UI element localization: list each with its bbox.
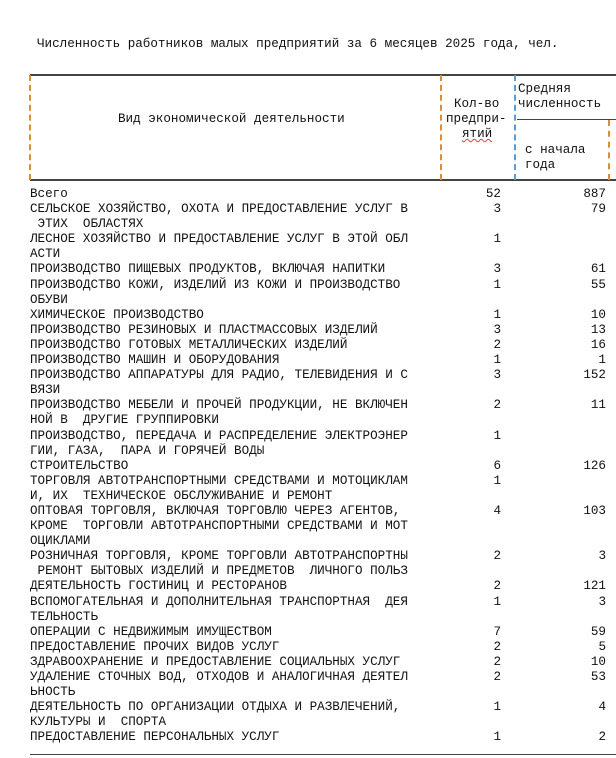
average-headcount: 4 xyxy=(598,700,606,715)
activity-name-line: ЛЕСНОЕ ХОЗЯЙСТВО И ПРЕДОСТАВЛЕНИЕ УСЛУГ В ЭТОЙ ОБЛ xyxy=(30,232,408,247)
enterprise-count: 1 xyxy=(493,307,501,322)
activity-name xyxy=(30,187,440,202)
enterprise-count: 2 xyxy=(493,398,501,413)
average-headcount: 121 xyxy=(583,579,606,594)
table-row xyxy=(30,202,616,232)
activity-name-line: ОПЕРАЦИИ С НЕДВИЖИМЫМ ИМУЩЕСТВОМ xyxy=(30,624,272,639)
activity-name xyxy=(30,625,440,640)
activity-name-line: НОЙ В ДРУГИЕ ГРУППИРОВКИ xyxy=(30,413,219,428)
table-row xyxy=(30,262,616,277)
table-row xyxy=(30,655,616,670)
header-top-border xyxy=(30,74,616,76)
table-row xyxy=(30,308,616,323)
activity-name xyxy=(30,308,440,323)
activity-name-line: ЗДРАВООХРАНЕНИЕ И ПРЕДОСТАВЛЕНИЕ СОЦИАЛЬНЫХ УСЛУГ xyxy=(30,654,401,669)
enterprise-count: 2 xyxy=(493,549,501,564)
average-headcount: 2 xyxy=(598,730,606,745)
table-row xyxy=(30,398,616,428)
activity-name-line: ОБУВИ xyxy=(30,292,68,307)
enterprise-count: 2 xyxy=(493,670,501,684)
activity-name-line: ВЯЗИ xyxy=(30,383,61,398)
enterprise-count: 1 xyxy=(493,353,501,368)
header-avg-line2: численность xyxy=(518,97,602,111)
enterprise-count: 7 xyxy=(493,624,501,639)
activity-name-line: ДЕЯТЕЛЬНОСТЬ ГОСТИНИЦ И РЕСТОРАНОВ xyxy=(30,579,287,594)
activity-name xyxy=(30,579,440,594)
activity-name xyxy=(30,730,440,745)
header-count-line1: Кол-во xyxy=(454,97,500,111)
average-headcount: 103 xyxy=(583,503,606,518)
table-row xyxy=(30,187,616,202)
header-divider-2 xyxy=(514,75,516,180)
activity-name xyxy=(30,278,440,308)
average-headcount: 3 xyxy=(598,549,606,564)
average-headcount: 53 xyxy=(590,670,606,684)
activity-name-line: СТРОИТЕЛЬСТВО xyxy=(30,458,129,473)
table-row xyxy=(30,549,616,579)
table-body xyxy=(30,187,616,745)
activity-name-line: ОЦИКЛАМИ xyxy=(30,534,91,549)
activity-name xyxy=(30,368,440,398)
enterprise-count: 1 xyxy=(493,594,501,609)
average-headcount: 887 xyxy=(583,187,606,201)
average-headcount: 152 xyxy=(583,368,606,383)
enterprise-count: 3 xyxy=(493,322,501,337)
activity-name-line: ПРОИЗВОДСТВО МАШИН И ОБОРУДОВАНИЯ xyxy=(30,353,280,368)
activity-name-line: ПРОИЗВОДСТВО ПИЩЕВЫХ ПРОДУКТОВ, ВКЛЮЧАЯ НАПИТКИ xyxy=(30,262,386,277)
table-row xyxy=(30,700,616,730)
activity-name xyxy=(30,262,440,277)
table-row xyxy=(30,670,616,700)
header-bottom-border xyxy=(30,179,616,181)
table-row xyxy=(30,640,616,655)
header-sub-divider xyxy=(517,119,616,120)
activity-name xyxy=(30,474,440,504)
activity-name-line: ПРОИЗВОДСТВО МЕБЕЛИ И ПРОЧЕЙ ПРОДУКЦИИ, НЕ ВКЛЮЧЕН xyxy=(30,398,408,413)
activity-name-line: РЕМОНТ БЫТОВЫХ ИЗДЕЛИЙ И ПРЕДМЕТОВ ЛИЧНОГО ПОЛЬЗ xyxy=(30,564,408,579)
header-avg-line1: Средняя xyxy=(518,82,571,96)
table-row xyxy=(30,429,616,459)
enterprise-count: 2 xyxy=(493,579,501,594)
activity-name-line: ЬНОСТЬ xyxy=(30,685,76,700)
enterprise-count: 1 xyxy=(493,277,501,292)
header-count-line3: ятий xyxy=(462,127,493,141)
average-headcount: 55 xyxy=(590,277,606,292)
activity-name xyxy=(30,338,440,353)
activity-name xyxy=(30,670,440,700)
activity-name xyxy=(30,323,440,338)
table-row xyxy=(30,474,616,504)
activity-name-line: ПРОИЗВОДСТВО ГОТОВЫХ МЕТАЛЛИЧЕСКИХ ИЗДЕЛИЙ xyxy=(30,337,348,352)
document-title: Численность работников малых предприятий за 6 месяцев 2025 года, чел. xyxy=(37,37,559,51)
activity-name xyxy=(30,353,440,368)
enterprise-count: 1 xyxy=(493,232,501,247)
header-activity: Вид экономической деятельности xyxy=(118,112,345,126)
activity-name-line: ПРЕДОСТАВЛЕНИЕ ПРОЧИХ ВИДОВ УСЛУГ xyxy=(30,639,280,654)
average-headcount: 10 xyxy=(590,307,606,322)
activity-name-line: АСТИ xyxy=(30,247,61,262)
header-since-line1: с начала xyxy=(525,143,586,157)
activity-name-line: РОЗНИЧНАЯ ТОРГОВЛЯ, КРОМЕ ТОРГОВЛИ АВТОТРАНСПОРТНЫ xyxy=(30,549,408,564)
enterprise-count: 52 xyxy=(485,187,501,201)
table-row xyxy=(30,368,616,398)
enterprise-count: 3 xyxy=(493,368,501,383)
table-bottom-border xyxy=(30,754,616,755)
table-row xyxy=(30,278,616,308)
activity-name xyxy=(30,700,440,730)
activity-name-line: ТОРГОВЛЯ АВТОТРАНСПОРТНЫМИ СРЕДСТВАМИ И МОТОЦИКЛАМ xyxy=(30,473,408,488)
activity-name-line: И, ИХ ТЕХНИЧЕСКОЕ ОБСЛУЖИВАНИЕ И РЕМОНТ xyxy=(30,488,333,503)
activity-name-line: ПРОИЗВОДСТВО АППАРАТУРЫ ДЛЯ РАДИО, ТЕЛЕВИДЕНИЯ И С xyxy=(30,368,408,383)
activity-name-line: ГИИ, ГАЗА, ПАРА И ГОРЯЧЕЙ ВОДЫ xyxy=(30,443,265,458)
table-row xyxy=(30,323,616,338)
activity-name-line: ПРОИЗВОДСТВО КОЖИ, ИЗДЕЛИЙ ИЗ КОЖИ И ПРОИЗВОДСТВО xyxy=(30,277,401,292)
average-headcount: 59 xyxy=(590,624,606,639)
table-row xyxy=(30,625,616,640)
enterprise-count: 1 xyxy=(493,700,501,715)
activity-name xyxy=(30,202,440,232)
activity-name-line: ТЕЛЬНОСТЬ xyxy=(30,609,99,624)
activity-name-line: ЭТИХ ОБЛАСТЯХ xyxy=(30,217,144,232)
activity-name xyxy=(30,232,440,262)
activity-name xyxy=(30,595,440,625)
header-left-border xyxy=(29,75,31,180)
activity-name-line: УДАЛЕНИЕ СТОЧНЫХ ВОД, ОТХОДОВ И АНАЛОГИЧНАЯ ДЕЯТЕЛ xyxy=(30,670,408,684)
average-headcount: 13 xyxy=(590,322,606,337)
average-headcount: 11 xyxy=(590,398,606,413)
header-divider-1 xyxy=(440,75,442,180)
activity-name-line: СЕЛЬСКОЕ ХОЗЯЙСТВО, ОХОТА И ПРЕДОСТАВЛЕНИЕ УСЛУГ В xyxy=(30,202,408,217)
enterprise-count: 3 xyxy=(493,262,501,277)
activity-name-line: Всего xyxy=(30,187,68,201)
enterprise-count: 4 xyxy=(493,503,501,518)
enterprise-count: 1 xyxy=(493,473,501,488)
activity-name-line: ПРЕДОСТАВЛЕНИЕ ПЕРСОНАЛЬНЫХ УСЛУГ xyxy=(30,730,280,745)
average-headcount: 79 xyxy=(590,202,606,217)
activity-name xyxy=(30,459,440,474)
activity-name-line: ВСПОМОГАТЕЛЬНАЯ И ДОПОЛНИТЕЛЬНАЯ ТРАНСПОРТНАЯ ДЕЯ xyxy=(30,594,408,609)
activity-name xyxy=(30,429,440,459)
activity-name-line: ХИМИЧЕСКОЕ ПРОИЗВОДСТВО xyxy=(30,307,204,322)
enterprise-count: 3 xyxy=(493,202,501,217)
average-headcount: 10 xyxy=(590,654,606,669)
activity-name-line: ПРОИЗВОДСТВО, ПЕРЕДАЧА И РАСПРЕДЕЛЕНИЕ ЭЛЕКТРОЭНЕР xyxy=(30,428,408,443)
enterprise-count: 2 xyxy=(493,337,501,352)
enterprise-count: 1 xyxy=(493,428,501,443)
table-row xyxy=(30,232,616,262)
activity-name xyxy=(30,398,440,428)
table-row xyxy=(30,459,616,474)
table-row xyxy=(30,504,616,549)
activity-name xyxy=(30,504,440,549)
average-headcount: 1 xyxy=(598,353,606,368)
header-since-line2: года xyxy=(525,158,556,172)
enterprise-count: 1 xyxy=(493,730,501,745)
average-headcount: 16 xyxy=(590,337,606,352)
header-divider-3 xyxy=(608,120,610,180)
activity-name-line: КУЛЬТУРЫ И СПОРТА xyxy=(30,715,167,730)
enterprise-count: 6 xyxy=(493,458,501,473)
enterprise-count: 2 xyxy=(493,639,501,654)
average-headcount: 61 xyxy=(590,262,606,277)
table-row xyxy=(30,338,616,353)
table-row xyxy=(30,353,616,368)
activity-name-line: ОПТОВАЯ ТОРГОВЛЯ, ВКЛЮЧАЯ ТОРГОВЛЮ ЧЕРЕЗ АГЕНТОВ, xyxy=(30,503,401,518)
header-count-line2: предпри- xyxy=(446,112,507,126)
average-headcount: 5 xyxy=(598,639,606,654)
table-row xyxy=(30,579,616,594)
activity-name-line: ПРОИЗВОДСТВО РЕЗИНОВЫХ И ПЛАСТМАССОВЫХ ИЗДЕЛИЙ xyxy=(30,322,378,337)
table-row xyxy=(30,730,616,745)
table-row xyxy=(30,595,616,625)
activity-name xyxy=(30,549,440,579)
average-headcount: 3 xyxy=(598,594,606,609)
average-headcount: 126 xyxy=(583,458,606,473)
enterprise-count: 2 xyxy=(493,654,501,669)
activity-name-line: ДЕЯТЕЛЬНОСТЬ ПО ОРГАНИЗАЦИИ ОТДЫХА И РАЗВЛЕЧЕНИЙ, xyxy=(30,700,401,715)
activity-name xyxy=(30,640,440,655)
activity-name-line: КРОМЕ ТОРГОВЛИ АВТОТРАНСПОРТНЫМИ СРЕДСТВАМИ И МОТ xyxy=(30,519,408,534)
activity-name xyxy=(30,655,440,670)
